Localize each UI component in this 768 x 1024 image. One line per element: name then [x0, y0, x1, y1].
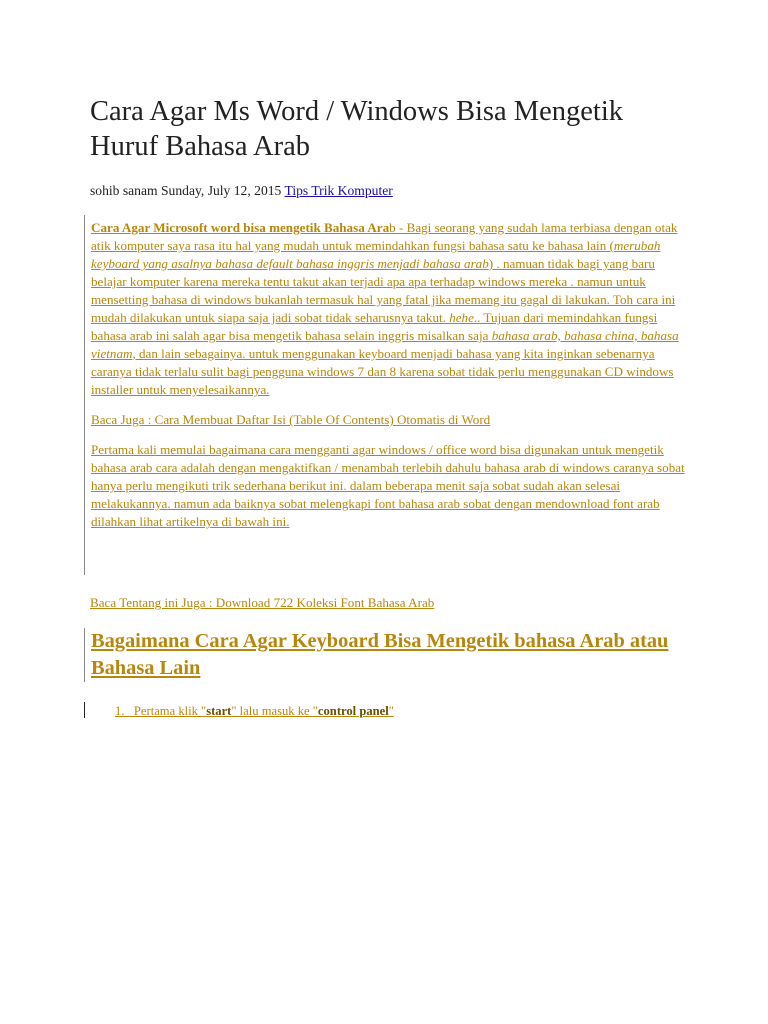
second-paragraph: Pertama kali memulai bagaimana cara mengganti agar windows / office word bisa digunakan untuk mengetik bahasa arab cara adalah dengan mengaktifkan / menambah terlebih dahulu bahasa arab di windows caranya sobat hanya perlu mengikuti trik sederhana berikut ini. dalam beberapa menit saja sobat sudah akan selesai melakukannya. namun ada baiknya sobat melengkapi font bahasa arab sobat dengan mendownload font arab dilahkan lihat artikelnya di bawah ini. [91, 442, 685, 529]
article-title: Cara Agar Ms Word / Windows Bisa Mengetik Huruf Bahasa Arab [90, 96, 623, 162]
step-bold-start: start [206, 704, 232, 718]
step-list [84, 702, 394, 718]
step-text-3: " [388, 704, 394, 718]
category-link[interactable]: Tips Trik Komputer [284, 183, 393, 198]
baca-juga-link-2[interactable]: Baca Tentang ini Juga : Download 722 Koleksi Font Bahasa Arab [90, 595, 435, 610]
article-body [84, 215, 691, 575]
intro-bold-lead: Cara Agar Microsoft word bisa mengetik Bahasa Ara [91, 220, 390, 235]
intro-italic-3: bahasa arab, bahasa china, bahasa vietnam [91, 328, 679, 361]
intro-text-2: ) . namuan tidak bagi yang baru belajar komputer karena mereka tentu takut akan terjadi apa apa terhadap windows mereka . namun untuk mensetting bahasa di windows bukanlah termasuk hal yang fatal jika memang itu gagal di lakukan. Toh cara ini mudah dilakukan untuk siapa saja jadi sobat tidak seharusnya takut. [91, 256, 676, 325]
post-date: Sunday, July 12, 2015 [161, 183, 282, 198]
intro-text-1: b - Bagi seorang yang sudah lama terbiasa dengan otak atik komputer saya rasa itu hal yang mudah untuk memindahkan fungsi bahasa satu ke bahasa lain ( [91, 220, 678, 253]
intro-italic-2: hehe [449, 310, 474, 325]
step-number: 1. [115, 704, 125, 718]
intro-text-3: .. Tujuan dari memindahkan fungsi bahasa arab ini salah agar bisa mengetik bahasa selain inggris misalkan saja [91, 310, 658, 343]
intro-paragraph [91, 219, 691, 399]
author-name: sohib sanam [90, 183, 158, 198]
baca-juga-2-container [90, 594, 434, 612]
article-byline [90, 183, 393, 199]
section-heading: Bagaimana Cara Agar Keyboard Bisa Mengetik bahasa Arab atau Bahasa Lain [91, 630, 669, 679]
step-bold-control-panel: control panel [317, 704, 389, 718]
section-heading-container [84, 628, 691, 682]
step-1 [115, 704, 394, 718]
baca-juga-link-1[interactable]: Baca Juga : Cara Membuat Daftar Isi (Table Of Contents) Otomatis di Word [91, 412, 491, 427]
step-text-2: " lalu masuk ke " [231, 704, 318, 718]
step-text-1: Pertama klik " [133, 704, 207, 718]
intro-italic-1: merubah keyboard yang asalnya bahasa default bahasa inggris menjadi bahasa arab [91, 238, 661, 271]
intro-text-4: , dan lain sebagainya. untuk menggunakan keyboard menjadi bahasa yang kita inginkan sebenarnya caranya tidak terlalu sulit bagi pengguna windows 7 dan 8 karena sobat tidak perlu menggunakan CD windows installer untuk menyelesaikannya. [91, 346, 674, 397]
